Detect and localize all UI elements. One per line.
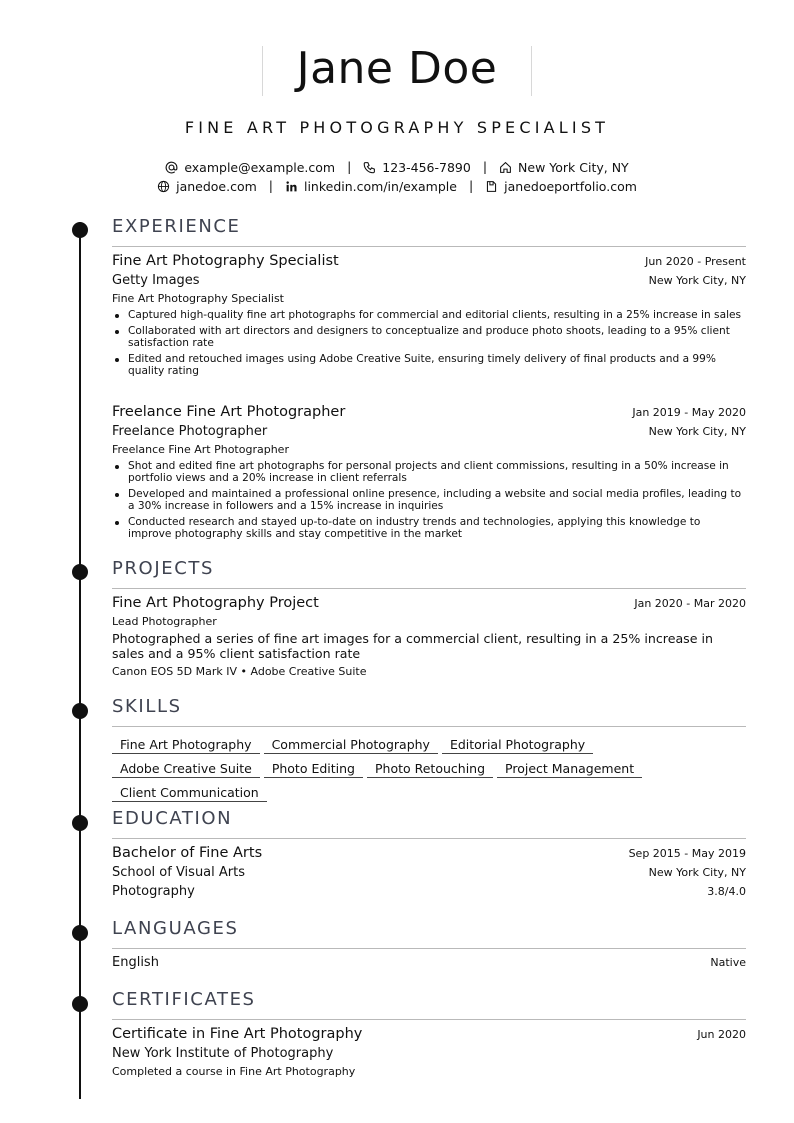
experience-1-bullets xyxy=(112,309,746,381)
section-divider xyxy=(112,588,746,589)
skills-list xyxy=(112,734,752,806)
experience-company: Freelance Photographer xyxy=(112,424,268,439)
section-divider xyxy=(112,838,746,839)
education-field-row xyxy=(112,884,746,899)
phone-text: 123-456-7890 xyxy=(382,160,471,175)
certificate-date: Jun 2020 xyxy=(697,1028,746,1041)
education-degree: Bachelor of Fine Arts xyxy=(112,845,263,861)
experience-company: Getty Images xyxy=(112,273,200,288)
education-school-row xyxy=(112,865,746,880)
section-divider xyxy=(112,726,746,727)
section-divider xyxy=(112,246,746,247)
certificate-summary: Completed a course in Fine Art Photography xyxy=(112,1065,356,1078)
project-header xyxy=(112,595,746,611)
separator: | xyxy=(268,178,273,193)
experience-summary: Fine Art Photography Specialist xyxy=(112,292,284,305)
globe-icon xyxy=(157,180,170,193)
section-divider xyxy=(112,1019,746,1020)
section-title-projects: PROJECTS xyxy=(112,558,215,579)
job-title: FINE ART PHOTOGRAPHY SPECIALIST xyxy=(184,118,610,137)
linkedin-icon xyxy=(285,180,298,193)
website-item[interactable] xyxy=(157,179,257,194)
experience-date: Jun 2020 - Present xyxy=(645,255,746,268)
linkedin-item[interactable] xyxy=(285,179,457,194)
experience-location: New York City, NY xyxy=(648,425,746,438)
timeline-dot xyxy=(72,703,88,719)
experience-2-bullets xyxy=(112,460,746,544)
project-role: Lead Photographer xyxy=(112,615,217,628)
education-header xyxy=(112,845,746,861)
location-text: New York City, NY xyxy=(518,160,629,175)
timeline-dot xyxy=(72,564,88,580)
timeline-dot xyxy=(72,815,88,831)
experience-position: Freelance Fine Art Photographer xyxy=(112,404,346,420)
portfolio-text: janedoeportfolio.com xyxy=(504,179,637,194)
experience-summary: Freelance Fine Art Photographer xyxy=(112,443,289,456)
education-gpa: 3.8/4.0 xyxy=(707,885,746,898)
language-row xyxy=(112,955,746,970)
contact-row-1 xyxy=(0,159,794,175)
certificate-name: Certificate in Fine Art Photography xyxy=(112,1026,363,1042)
section-title-certificates: CERTIFICATES xyxy=(112,989,256,1010)
project-name: Fine Art Photography Project xyxy=(112,595,319,611)
timeline-dot xyxy=(72,222,88,238)
list-item: Edited and retouched images using Adobe Creative Suite, ensuring timely delivery of final products and a 99% quality rating xyxy=(112,353,746,377)
section-title-skills: SKILLS xyxy=(112,696,182,717)
separator: | xyxy=(468,178,474,193)
location-item xyxy=(499,160,629,175)
list-item: Conducted research and stayed up-to-date on industry trends and technologies, applying this knowledge to improve photography skills and stay competitive in the market xyxy=(112,516,746,540)
separator: | xyxy=(482,159,488,174)
certificate-issuer: New York Institute of Photography xyxy=(112,1046,334,1061)
skill-tag: Project Management xyxy=(497,761,642,778)
home-icon xyxy=(499,161,512,174)
separator: | xyxy=(347,159,352,174)
project-date: Jan 2020 - Mar 2020 xyxy=(634,597,746,610)
experience-2-company-row xyxy=(112,424,746,439)
timeline-line xyxy=(79,222,81,1099)
experience-location: New York City, NY xyxy=(648,274,746,287)
candidate-name: Jane Doe xyxy=(296,43,498,94)
education-school: School of Visual Arts xyxy=(112,865,246,880)
timeline-dot xyxy=(72,996,88,1012)
phone-item[interactable] xyxy=(363,160,471,175)
project-tools: Canon EOS 5D Mark IV • Adobe Creative Suite xyxy=(112,665,367,678)
portfolio-icon xyxy=(485,180,498,193)
skill-tag: Photo Retouching xyxy=(367,761,493,778)
experience-position: Fine Art Photography Specialist xyxy=(112,253,339,269)
skill-tag: Client Communication xyxy=(112,785,267,802)
skill-tag: Fine Art Photography xyxy=(112,737,260,754)
certificate-header xyxy=(112,1026,746,1042)
education-location: New York City, NY xyxy=(648,866,746,879)
experience-2-header xyxy=(112,404,746,420)
contact-row-2 xyxy=(0,178,794,194)
experience-date: Jan 2019 - May 2020 xyxy=(632,406,746,419)
list-item: Captured high-quality fine art photographs for commercial and editorial clients, resulting in a 25% increase in sales xyxy=(112,309,746,321)
language-level: Native xyxy=(710,956,746,969)
experience-1-header xyxy=(112,253,746,269)
list-item: Developed and maintained a professional online presence, including a website and social media profiles, leading to a 30% increase in followers and a 15% increase in inquiries xyxy=(112,488,746,512)
name-box xyxy=(262,43,532,96)
education-field: Photography xyxy=(112,884,195,899)
section-title-experience: EXPERIENCE xyxy=(112,216,241,237)
website-text: janedoe.com xyxy=(176,179,257,194)
list-item: Collaborated with art directors and designers to conceptualize and produce photo shoots, leading to a 95% client satisfaction rate xyxy=(112,325,746,349)
timeline-dot xyxy=(72,925,88,941)
skill-tag: Photo Editing xyxy=(264,761,363,778)
project-description: Photographed a series of fine art images for a commercial client, resulting in a 25% increase in sales and a 95% client satisfaction rate xyxy=(112,631,713,661)
experience-1-company-row xyxy=(112,273,746,288)
linkedin-text: linkedin.com/in/example xyxy=(303,179,457,194)
skill-tag: Adobe Creative Suite xyxy=(112,761,260,778)
section-divider xyxy=(112,948,746,949)
list-item: Shot and edited fine art photographs for personal projects and client commissions, resulting in a 50% increase in portfolio views and a 20% increase in client referrals xyxy=(112,460,746,484)
skill-tag: Commercial Photography xyxy=(264,737,438,754)
portfolio-item[interactable] xyxy=(485,179,637,194)
section-title-education: EDUCATION xyxy=(112,808,233,829)
email-item[interactable] xyxy=(165,160,335,175)
language-name: English xyxy=(112,955,159,970)
skill-tag: Editorial Photography xyxy=(442,737,593,754)
at-icon xyxy=(165,161,178,174)
section-title-languages: LANGUAGES xyxy=(112,918,239,939)
phone-icon xyxy=(363,161,376,174)
education-date: Sep 2015 - May 2019 xyxy=(628,847,746,860)
email-text: example@example.com xyxy=(184,160,336,175)
